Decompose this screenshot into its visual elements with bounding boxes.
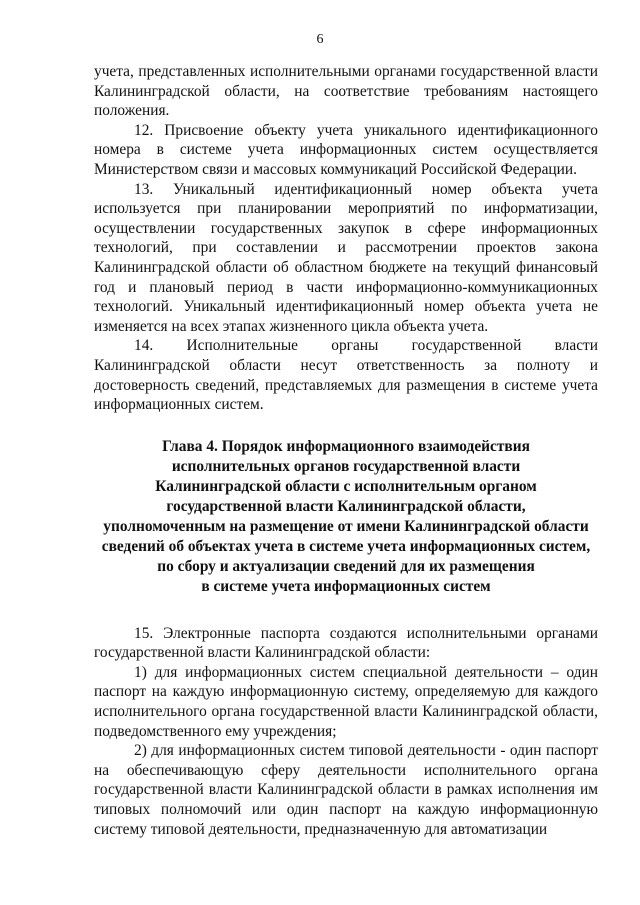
chapter-heading-line: государственной власти Калининградской области, [166, 497, 526, 515]
chapter-heading-line: уполномоченным на размещение от имени Калининградской области [103, 517, 589, 535]
paragraph-13: 13. Уникальный идентификационный номер объекта учета используется при планировании мероприятий по информатизации, осуществлении государственных закупок в сфере информационных технологий, при составлении и рассмотрении проектов закона Калининградской области об областном бюджете на текущий финансовый год и плановый период в части информационно-коммуникационных технологий. Уникальный идентификационный номер объекта учета не изменяется на всех этапах жизненного цикла объекта учета. [94, 180, 598, 335]
chapter-heading-line: исполнительных органов государственной власти [171, 457, 521, 475]
chapter-heading-line: сведений об объектах учета в системе учета информационных систем, [101, 537, 591, 555]
paragraph-continuation: учета, представленных исполнительными органами государственной власти Калининградской области, на соответствие требованиям настоящего положения. [94, 63, 598, 120]
document-body [94, 62, 598, 839]
chapter-heading-line: Глава 4. Порядок информационного взаимодействия [162, 437, 530, 455]
chapter-heading-line: Калининградской области с исполнительным органом [155, 477, 537, 495]
chapter-4-heading [94, 437, 598, 597]
paragraph-12: 12. Присвоение объекту учета уникального идентификационного номера в системе учета информационных систем осуществляется Министерством связи и массовых коммуникаций Российской Федерации. [94, 121, 598, 178]
paragraph-15: 15. Электронные паспорта создаются исполнительными органами государственной власти Калининградской области: [94, 624, 598, 662]
list-item-2: 2) для информационных систем типовой деятельности - один паспорт на обеспечивающую сферу деятельности исполнительного органа государственной власти Калининградской области в рамках исполнения им типовых полномочий или один паспорт на каждую информационную систему типовой деятельности, предназначенную для автоматизации [94, 742, 598, 838]
list-item-1: 1) для информационных систем специальной деятельности – один паспорт на каждую информационную систему, определяемую для каждого исполнительного органа государственной власти Калининградской области, подведомственного ему учреждения; [94, 663, 598, 740]
chapter-heading-line: в системе учета информационных систем [201, 577, 491, 595]
chapter-heading-line: по сбору и актуализации сведений для их размещения [157, 557, 535, 575]
page-number: 6 [316, 32, 324, 47]
paragraph-14: 14. Исполнительные органы государственной власти Калининградской области несут ответственность за полноту и достоверность сведений, представляемых для размещения в системе учета информационных систем. [94, 337, 598, 414]
